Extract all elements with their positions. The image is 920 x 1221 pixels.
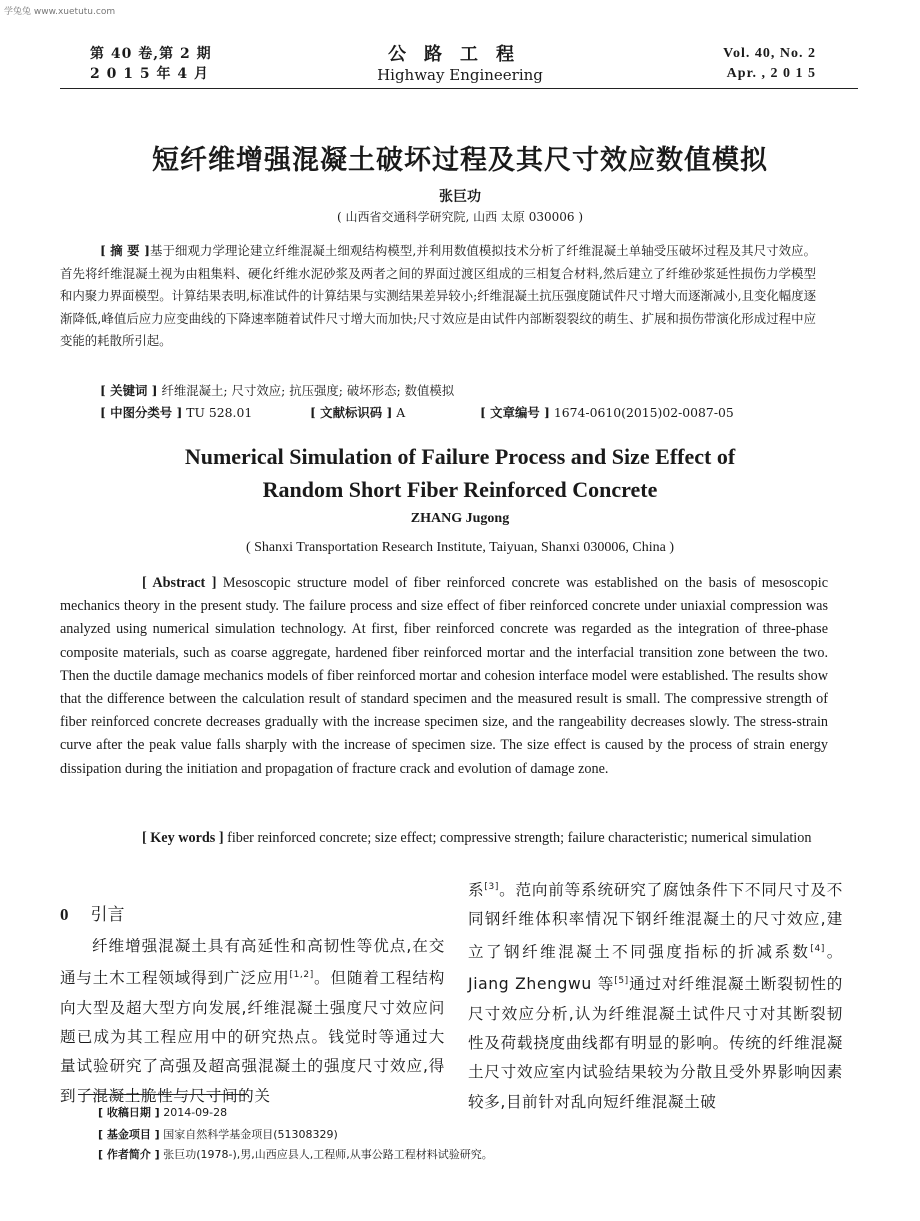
body-text: 纤维增强混凝土具有高延性和高韧性等优点,在交通与土木工程领域得到广泛应用 bbox=[60, 937, 445, 988]
body-text: 。范向前等系统研究了腐蚀条件下不同尺寸及不同钢纤维体积率情况下钢纤维混凝土的尺寸效应,建立了钢纤维混凝土不同强度指标的折减系数 bbox=[468, 881, 843, 961]
author-en: ZHANG Jugong bbox=[410, 511, 510, 526]
abstract-en-label: [ Abstract ] bbox=[142, 575, 217, 591]
footnote-author bbox=[98, 1146, 493, 1162]
section-number: 0 bbox=[60, 905, 69, 924]
clc-value: TU 528.01 bbox=[186, 405, 253, 420]
citation: [1,2] bbox=[289, 970, 314, 981]
doc-code-label: [ 文献标识码 ] bbox=[310, 405, 393, 420]
watermark: 学兔兔 www.xuetutu.com bbox=[4, 7, 116, 17]
footnote-label: [ 作者简介 ] bbox=[98, 1148, 160, 1161]
header-center bbox=[300, 44, 620, 86]
citation: [3] bbox=[484, 882, 499, 892]
header-rule bbox=[60, 88, 858, 89]
abstract-cn-text: 基于细观力学理论建立纤维混凝土细观结构模型,并利用数值模拟技术分析了纤维混凝土单轴受压破坏过程及其尺寸效应。首先将纤维混凝土视为由粗集料、硬化纤维水泥砂浆及两者之间的界面过渡区组成的三相复合材料,然后建立了纤维砂浆延性损伤力学模型和内聚力界面模型。计算结果表明,标准试件的计算结果与实测结果差异较小;纤维混凝土抗压强度随试件尺寸增大而逐渐减小,且变化幅度逐渐降低,峰值后应力应变曲线的下降速率随着试件尺寸增大而加快;尺寸效应是由试件内部断裂裂纹的萌生、扩展和损伤带演化形成过程中应变能的耗散所引起。 bbox=[60, 243, 816, 348]
keywords-en-text: fiber reinforced concrete; size effect; compressive strength; failure characteristic; numerical simulation bbox=[227, 830, 812, 846]
keywords-cn bbox=[100, 380, 454, 402]
footnote-label: [ 收稿日期 ] bbox=[98, 1106, 160, 1119]
keywords-cn-text: 纤维混凝土; 尺寸效应; 抗压强度; 破坏形态; 数值模拟 bbox=[161, 383, 455, 398]
volume-cn: 第 40 卷,第 2 期 bbox=[90, 46, 212, 62]
volume-en: Vol. 40, No. 2 bbox=[723, 46, 816, 61]
footnote-text: 国家自然科学基金项目(51308329) bbox=[163, 1128, 338, 1141]
citation: [4] bbox=[810, 943, 825, 954]
keywords-en-label: [ Key words ] bbox=[142, 830, 224, 846]
body-text: 系 bbox=[468, 881, 485, 900]
title-en-line-1: Numerical Simulation of Failure Process and Size Effect of bbox=[184, 444, 736, 469]
affiliation-cn: ( 山西省交通科学研究院, 山西 太原 030006 ) bbox=[336, 210, 584, 224]
title-en bbox=[0, 440, 920, 506]
body-left-column bbox=[60, 932, 445, 1111]
footnote-text: 张巨功(1978-),男,山西应县人,工程师,从事公路工程材料试验研究。 bbox=[163, 1148, 493, 1161]
footnote-received bbox=[98, 1104, 227, 1120]
title-cn: 短纤维增强混凝土破坏过程及其尺寸效应数值模拟 bbox=[152, 145, 768, 176]
journal-name-en: Highway Engineering bbox=[377, 66, 543, 84]
section-title: 引言 bbox=[90, 905, 125, 925]
body-text: 通过对纤维混凝土断裂韧性的尺寸效应分析,认为纤维混凝土试件尺寸对其断裂韧性及荷载挠度曲线都有明显的影响。传统的纤维混凝土尺寸效应室内试验结果较为分散且受外界影响因素较多,目前针对乱向短纤维混凝土破 bbox=[468, 975, 843, 1111]
author-cn: 张巨功 bbox=[439, 189, 481, 205]
keywords-cn-label: [ 关键词 ] bbox=[100, 383, 158, 398]
article-no-label: [ 文章编号 ] bbox=[480, 405, 550, 420]
abstract-en bbox=[60, 572, 828, 781]
title-en-line-2: Random Short Fiber Reinforced Concrete bbox=[262, 477, 658, 502]
footnote-text: 2014-09-28 bbox=[163, 1106, 228, 1119]
classification-line bbox=[100, 402, 820, 424]
article-no-value: 1674-0610(2015)02-0087-05 bbox=[553, 405, 734, 420]
clc-label: [ 中图分类号 ] bbox=[100, 405, 183, 420]
journal-name-cn: 公路工程 bbox=[388, 44, 532, 65]
date-cn: 2 0 1 5 年 4 月 bbox=[90, 66, 209, 82]
affiliation-en: ( Shanxi Transportation Research Institute, Taiyuan, Shanxi 030006, China ) bbox=[245, 540, 675, 555]
body-text: 。但随着工程结构向大型及超大型方向发展,纤维混凝土强度尺寸效应问题已成为其工程应用中的研究热点。钱觉时等通过大量试验研究了高强及超高强混凝土的强度尺寸效应,得到了混凝土脆性与尺寸间的关 bbox=[60, 969, 445, 1105]
body-text: 。Jiang Zhengwu 等 bbox=[468, 942, 843, 994]
header-right bbox=[723, 44, 816, 84]
date-en: Apr. , 2 0 1 5 bbox=[726, 66, 816, 81]
citation: [5] bbox=[614, 976, 629, 987]
abstract-en-text: Mesoscopic structure model of fiber reinforced concrete was established on the basis of mesoscopic mechanics theory in the present study. The failure process and size effect of fiber reinforced concrete under uniaxial compression was analyzed using numerical simulation technology. At first, fiber reinforced concrete was regarded as the integration of three-phase composite materials, such as coarse aggregate, hardened fiber reinforced mortar and the interfacial transition zone between the two. Then the ductile damage mechanics models of fiber reinforced mortar and cohesion interface model were established. The results show that the difference between the calculation result of standard specimen and the measured result is small. The compressive strength of fiber reinforced concrete decreases gradually with the increase specimen size, and the rangeability decreases slowly. The stress-strain curve after the peak value falls sharply with the increase of specimen size. The size effect is caused by the process of strain energy dissipation during the initiation and propagation of fracture crack and evolution of damage zone. bbox=[60, 575, 829, 777]
section-heading bbox=[60, 900, 125, 925]
abstract-cn bbox=[20, 240, 816, 353]
footnote-label: [ 基金项目 ] bbox=[98, 1128, 160, 1141]
footnote-funding bbox=[98, 1126, 338, 1142]
abstract-cn-label: [ 摘 要 ] bbox=[100, 243, 150, 258]
footnote-rule bbox=[78, 1094, 248, 1095]
body-right-column bbox=[468, 873, 843, 1117]
header-left bbox=[90, 44, 212, 84]
doc-code-value: A bbox=[396, 405, 406, 420]
keywords-en bbox=[60, 827, 828, 850]
